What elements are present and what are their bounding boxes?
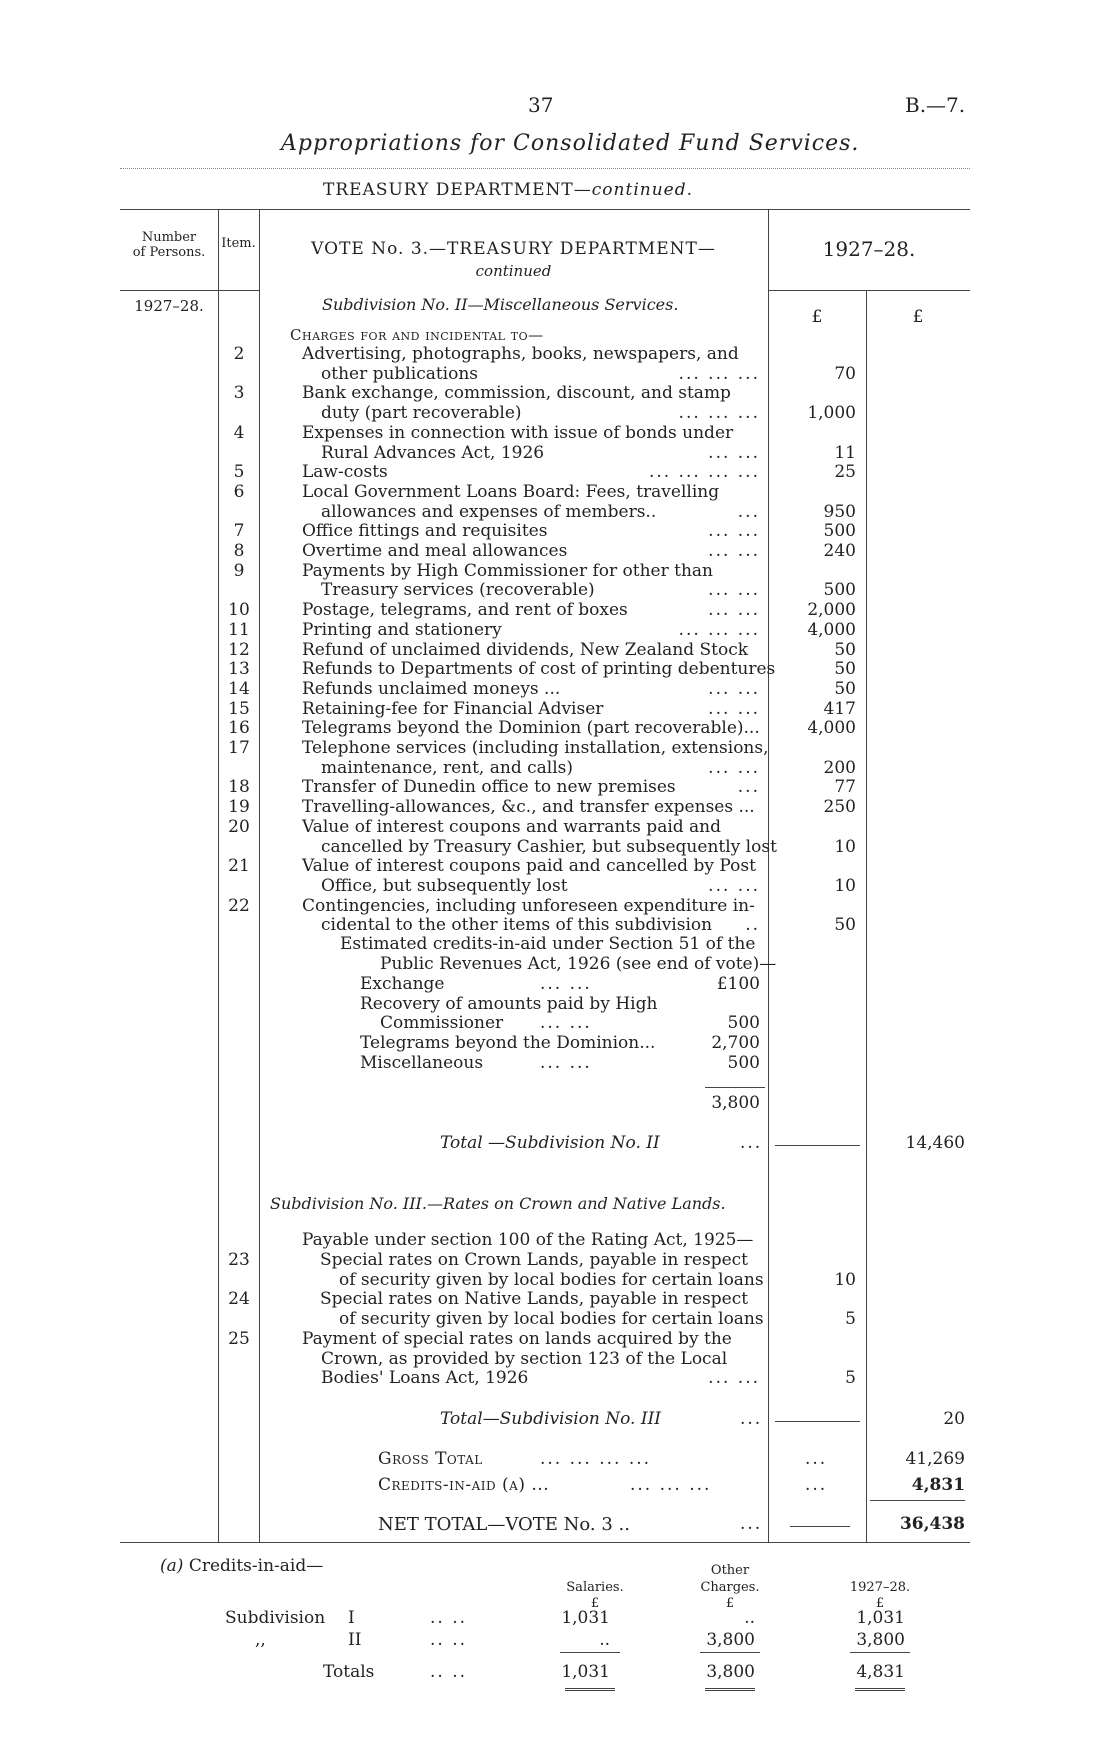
credits-estimate-line2: Public Revenues Act, 1926 (see end of vote)— — [380, 954, 777, 974]
page-number: 37 — [528, 93, 554, 117]
item-description: Refunds unclaimed moneys ... — [302, 678, 561, 699]
col-rule-item — [259, 209, 260, 1542]
page-title: Appropriations for Consolidated Fund Services. — [281, 131, 860, 156]
item-description-cont: cidental to the other items of this subdivision — [321, 915, 713, 936]
leader-dots: ... ... — [708, 521, 760, 542]
credit-leader-dots: ... ... — [540, 1052, 592, 1073]
credit-leader-dots: ... ... — [540, 1013, 592, 1034]
credits-sum-rule — [705, 1087, 765, 1088]
credits-in-aid-dots: ... ... ... — [630, 1475, 712, 1495]
net-total-dots: ... — [740, 1514, 763, 1534]
item-number: 25 — [228, 1328, 250, 1349]
item-description: Travelling-allowances, &c., and transfer expenses ... — [302, 797, 755, 818]
subdivision-iii-total-rule — [775, 1421, 860, 1422]
item-amount: 77 — [834, 777, 856, 798]
credit-amount: 500 — [727, 1052, 760, 1073]
persons-header: Number of Persons. — [132, 230, 206, 260]
fn-double-rule-oth — [705, 1688, 755, 1691]
department-heading: TREASURY DEPARTMENT—continued. — [323, 180, 693, 200]
gross-total-value: 41,269 — [905, 1449, 965, 1469]
subdivision-iii-total-dots: ... — [740, 1409, 763, 1429]
item-description: Telegrams beyond the Dominion (part recoverable)... — [302, 718, 760, 739]
leader-dots: ... — [737, 777, 760, 798]
item-amount: 5 — [845, 1309, 856, 1330]
leader-dots: ... ... — [708, 678, 760, 699]
document-reference: B.—7. — [905, 93, 966, 117]
item-description-cont: other publications — [321, 363, 479, 384]
leader-dots: .. — [745, 915, 760, 936]
title-rule — [120, 168, 970, 169]
item-number: 18 — [228, 777, 250, 798]
credit-amount: £100 — [716, 974, 760, 994]
credits-in-aid-label: Credits-in-aid (a) ... — [378, 1475, 550, 1495]
fn-row-year: 1,031 — [856, 1608, 905, 1628]
subdivision-ii-total-dots: ... — [740, 1133, 763, 1153]
item-description: Payments by High Commissioner for other than — [302, 560, 713, 581]
fn-totals-year: 4,831 — [856, 1662, 905, 1682]
leader-dots: ... ... — [708, 757, 760, 778]
item-number: 19 — [228, 797, 250, 818]
item-number: 13 — [228, 659, 250, 680]
item-amount: 50 — [834, 678, 856, 699]
item-description: Bank exchange, commission, discount, and stamp — [302, 383, 731, 404]
item-number: 4 — [233, 422, 245, 443]
item-description: Office fittings and requisites — [302, 521, 548, 542]
leader-dots: ... ... — [708, 875, 760, 896]
item-description: Special rates on Native Lands, payable in respect — [320, 1289, 749, 1310]
subdivision-iii-intro: Payable under section 100 of the Rating Act, 1925— — [302, 1230, 754, 1250]
fn-row-dots: .. .. — [430, 1630, 468, 1650]
item-amount: 50 — [834, 639, 856, 660]
net-total-label: NET TOTAL—VOTE No. 3 .. — [378, 1514, 630, 1535]
item-number: 11 — [228, 619, 250, 640]
fn-row-other: 3,800 — [706, 1630, 755, 1650]
fn-row-other: .. — [744, 1608, 755, 1628]
item-description-cont: maintenance, rent, and calls) — [321, 757, 573, 778]
item-number: 23 — [228, 1250, 250, 1270]
credit-amount: 2,700 — [711, 1033, 760, 1054]
item-description: Overtime and meal allowances — [302, 541, 568, 561]
leader-dots: ... ... — [708, 580, 760, 601]
item-number: 17 — [228, 738, 250, 758]
leader-dots: ... ... — [708, 698, 760, 719]
item-number: 6 — [233, 481, 245, 502]
credit-amount: 500 — [727, 1013, 760, 1034]
fn-col-other-line1: Other — [710, 1563, 750, 1578]
credits-total: 3,800 — [711, 1093, 760, 1113]
fn-rule-yr — [850, 1652, 910, 1653]
item-amount: 5 — [845, 1368, 856, 1389]
leader-dots: ... ... ... ... — [648, 462, 760, 483]
vote-title: VOTE No. 3.—TREASURY DEPARTMENT— — [311, 239, 716, 259]
subdivision-ii-heading: Subdivision No. II—Miscellaneous Services. — [322, 295, 679, 314]
item-description: Value of interest coupons and warrants paid and — [302, 816, 722, 837]
item-number: 16 — [228, 718, 250, 739]
leader-dots: ... — [737, 501, 760, 522]
subdivision-iii-heading: Subdivision No. III.—Rates on Crown and Native Lands. — [270, 1194, 726, 1213]
item-description: Advertising, photographs, books, newspapers, and — [302, 344, 739, 364]
fn-row-year: 3,800 — [856, 1630, 905, 1650]
fn-row-roman: II — [348, 1630, 362, 1650]
item-description-cont: cancelled by Treasury Cashier, but subsequently lost — [321, 836, 777, 857]
item-amount: 50 — [834, 915, 856, 936]
subdivision-iii-total: 20 — [943, 1409, 965, 1429]
item-number: 20 — [228, 816, 250, 837]
item-description-cont: Rural Advances Act, 1926 — [321, 442, 545, 463]
header-rule-right — [768, 290, 970, 291]
leader-dots: ... ... ... — [678, 619, 760, 640]
item-description: Expenses in connection with issue of bonds under — [302, 422, 734, 443]
fn-double-rule-sal — [565, 1688, 615, 1691]
leader-dots: ... ... — [708, 442, 760, 463]
item-description: Special rates on Crown Lands, payable in respect — [320, 1250, 748, 1270]
header-rule-left — [120, 290, 260, 291]
credit-label: Miscellaneous — [360, 1052, 484, 1073]
fn-row-label: ,, — [255, 1630, 266, 1650]
item-description: Refund of unclaimed dividends, New Zealand Stock — [302, 639, 749, 660]
item-amount: 200 — [823, 757, 856, 778]
credit-leader-dots: ... ... — [540, 974, 592, 994]
credit-label: Exchange — [360, 974, 445, 994]
leader-dots: ... ... ... — [678, 363, 760, 384]
item-description-cont: Crown, as provided by section 123 of the Local — [321, 1348, 728, 1369]
item-description: Telephone services (including installation, extensions, — [302, 738, 769, 758]
item-description-cont: allowances and expenses of members.. — [321, 501, 657, 522]
pound-col1: £ — [811, 307, 823, 327]
item-amount: 500 — [823, 521, 856, 542]
item-description: Law-costs — [302, 462, 388, 483]
fn-col-salaries: Salaries. — [566, 1580, 624, 1595]
item-amount: 10 — [834, 836, 856, 857]
item-number: 5 — [233, 462, 245, 483]
item-amount: 1,000 — [807, 403, 856, 424]
item-header: Item. — [221, 236, 256, 251]
credits-estimate-line1: Estimated credits-in-aid under Section 51 of the — [340, 934, 756, 954]
gross-total-label: Gross Total — [378, 1449, 483, 1469]
fn-row-label: Subdivision — [225, 1608, 326, 1628]
col-rule-total — [866, 290, 867, 1542]
item-description-cont: Treasury services (recoverable) — [321, 580, 595, 601]
item-number: 15 — [228, 698, 250, 719]
fn-totals-salaries: 1,031 — [561, 1662, 610, 1682]
fn-totals-other: 3,800 — [706, 1662, 755, 1682]
item-amount: 11 — [834, 442, 856, 463]
fn-pound-salaries: £ — [590, 1596, 600, 1611]
item-number: 3 — [233, 383, 245, 404]
fn-totals-dots: .. .. — [430, 1662, 468, 1682]
fn-rule-oth — [700, 1652, 760, 1653]
fn-row-dots: .. .. — [430, 1608, 468, 1628]
credits-in-aid-dots2: ... — [805, 1475, 828, 1495]
item-number: 7 — [233, 521, 245, 542]
item-description: Transfer of Dunedin office to new premises — [302, 777, 676, 798]
item-description: Local Government Loans Board: Fees, travelling — [302, 481, 720, 502]
credit-label: Telegrams beyond the Dominion... — [360, 1033, 656, 1054]
footnote-title: (a) Credits-in-aid— — [160, 1556, 324, 1576]
subdivision-ii-total-rule — [775, 1145, 860, 1146]
subdivision-ii-total-label: Total —Subdivision No. II — [440, 1133, 660, 1153]
item-amount: 500 — [823, 580, 856, 601]
item-amount: 2,000 — [807, 600, 856, 621]
item-description-cont: duty (part recoverable) — [321, 403, 522, 424]
leader-dots: ... ... — [708, 541, 760, 561]
item-amount: 10 — [834, 875, 856, 896]
credit-label: Recovery of amounts paid by High — [360, 993, 658, 1014]
item-amount: 4,000 — [807, 718, 856, 739]
persons-year: 1927–28. — [134, 297, 204, 315]
gross-total-dots: ... ... ... ... — [540, 1449, 652, 1469]
item-number: 12 — [228, 639, 250, 660]
item-amount: 10 — [834, 1269, 856, 1290]
fn-pound-year: £ — [875, 1596, 885, 1611]
item-number: 14 — [228, 678, 250, 699]
item-amount: 417 — [823, 698, 856, 719]
fn-pound-other: £ — [725, 1596, 735, 1611]
credits-in-aid-rule — [870, 1500, 965, 1501]
item-description-cont2: Bodies' Loans Act, 1926 — [321, 1368, 529, 1389]
credit-label-cont: Commissioner — [380, 1013, 504, 1034]
year-header: 1927–28. — [822, 237, 916, 261]
item-number: 21 — [228, 856, 250, 877]
fn-row-salaries: .. — [599, 1630, 610, 1650]
item-description: Contingencies, including unforeseen expenditure in- — [302, 895, 755, 916]
pound-col2: £ — [912, 307, 924, 327]
item-number: 9 — [233, 560, 245, 581]
item-description-cont: of security given by local bodies for certain loans — [339, 1309, 764, 1330]
item-number: 22 — [228, 895, 250, 916]
item-amount: 70 — [834, 363, 856, 384]
fn-row-salaries: 1,031 — [561, 1608, 610, 1628]
item-amount: 250 — [823, 797, 856, 818]
item-description-cont: Office, but subsequently lost — [321, 875, 568, 896]
subdivision-ii-total: 14,460 — [905, 1133, 965, 1153]
item-number: 8 — [233, 541, 245, 561]
credits-in-aid-value: 4,831 — [911, 1475, 965, 1495]
net-total-dash — [790, 1526, 850, 1527]
col-rule-amount — [768, 209, 769, 1542]
item-amount: 4,000 — [807, 619, 856, 640]
item-amount: 50 — [834, 659, 856, 680]
charges-heading: Charges for and incidental to— — [290, 326, 544, 344]
gross-total-dots2: ... — [805, 1449, 828, 1469]
item-description: Payment of special rates on lands acquired by the — [302, 1328, 732, 1349]
subdivision-iii-total-label: Total—Subdivision No. III — [440, 1409, 662, 1429]
item-number: 10 — [228, 600, 250, 621]
item-description: Printing and stationery — [302, 619, 502, 640]
item-description: Postage, telegrams, and rent of boxes — [302, 600, 628, 621]
fn-double-rule-yr — [855, 1688, 905, 1691]
fn-totals-label: Totals — [323, 1662, 375, 1682]
vote-continued: continued — [475, 262, 552, 280]
fn-rule-sal — [560, 1652, 620, 1653]
table-top-rule — [120, 209, 970, 210]
item-number: 2 — [233, 344, 245, 364]
item-description: Value of interest coupons paid and cancelled by Post — [302, 856, 756, 877]
fn-col-year: 1927–28. — [849, 1580, 911, 1595]
item-amount: 950 — [823, 501, 856, 522]
net-total-value: 36,438 — [899, 1514, 965, 1534]
table-bottom-rule — [120, 1542, 970, 1543]
leader-dots: ... ... — [708, 600, 760, 621]
item-description-cont: of security given by local bodies for certain loans — [339, 1269, 764, 1290]
item-amount: 240 — [823, 541, 856, 561]
item-number: 24 — [228, 1289, 250, 1310]
item-description: Refunds to Departments of cost of printing debentures — [302, 659, 776, 680]
leader-dots: ... ... — [708, 1368, 760, 1389]
item-description: Retaining-fee for Financial Adviser — [302, 698, 604, 719]
leader-dots: ... ... ... — [678, 403, 760, 424]
fn-row-roman: I — [348, 1608, 355, 1628]
fn-col-other-line2: Charges. — [700, 1580, 760, 1595]
item-amount: 25 — [834, 462, 856, 483]
